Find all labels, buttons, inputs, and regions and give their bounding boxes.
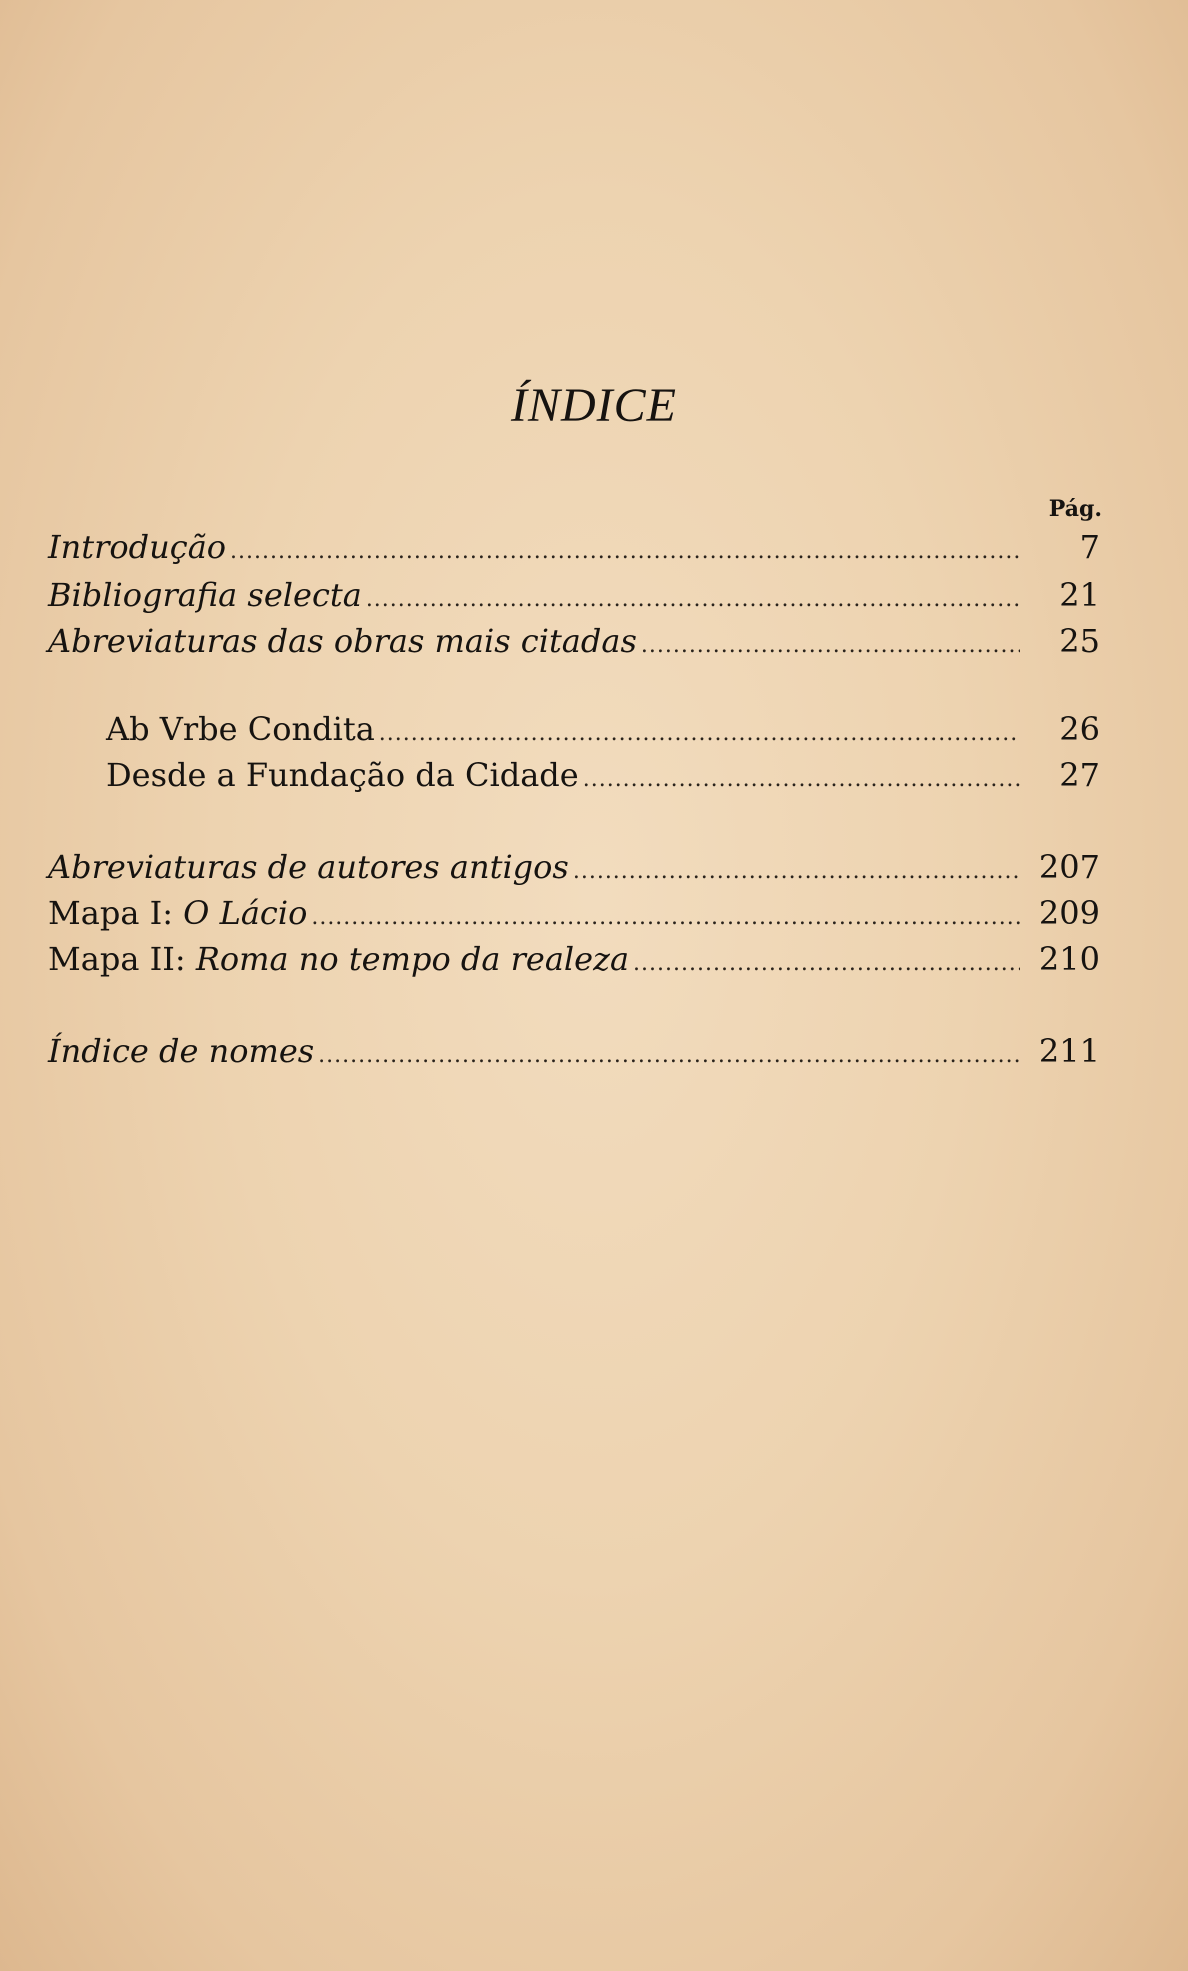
toc-entry-label: Ab Vrbe Condita [106,710,375,748]
dot-leader [230,539,1020,564]
toc-entry-page-number: 211 [1038,1032,1100,1070]
toc-entry-abreviaturas-autores [48,848,1100,892]
toc-entry-bibliografia [48,576,1100,620]
toc-entry-label: Abreviaturas das obras mais citadas [48,622,637,660]
toc-entry-page-number: 210 [1038,940,1100,978]
toc-entry-page-number: 209 [1038,894,1100,932]
dot-leader [633,951,1020,976]
toc-entry-label: Introdução [48,528,227,566]
toc-entry-label: Desde a Fundação da Cidade [106,756,579,794]
toc-entry-introducao [48,528,1100,572]
toc-entry-desde-a-fundacao [106,756,1100,800]
dot-leader [366,587,1020,612]
dot-leader [311,905,1020,930]
toc-entry-indice-de-nomes [48,1032,1100,1076]
toc-entry-label: Índice de nomes [48,1032,315,1070]
toc-entry-label: Bibliografia selecta [48,576,362,614]
toc-entry-mapa-i [48,894,1100,938]
toc-entry-abreviaturas-obras [48,622,1100,666]
toc-entry-page-number: 25 [1059,622,1100,660]
toc-entry-page-number: 21 [1059,576,1100,614]
toc-entry-label: Mapa II: Roma no tempo da realeza [48,940,630,978]
page-title: ÍNDICE [511,379,677,432]
dot-leader [573,859,1020,884]
dot-leader [641,633,1020,658]
toc-entry-page-number: 207 [1038,848,1100,886]
page-column-header: Pág. [1048,496,1102,522]
toc-entry-page-number: 26 [1059,710,1100,748]
toc-entry-page-number: 7 [1079,528,1100,566]
dot-leader [318,1043,1020,1068]
dot-leader [379,721,1020,746]
toc-entry-page-number: 27 [1059,756,1100,794]
toc-entry-ab-vrbe-condita [106,710,1100,754]
toc-entry-mapa-ii [48,940,1100,984]
toc-entry-label: Abreviaturas de autores antigos [48,848,569,886]
toc-entry-label: Mapa I: O Lácio [48,894,308,932]
dot-leader [583,767,1020,792]
